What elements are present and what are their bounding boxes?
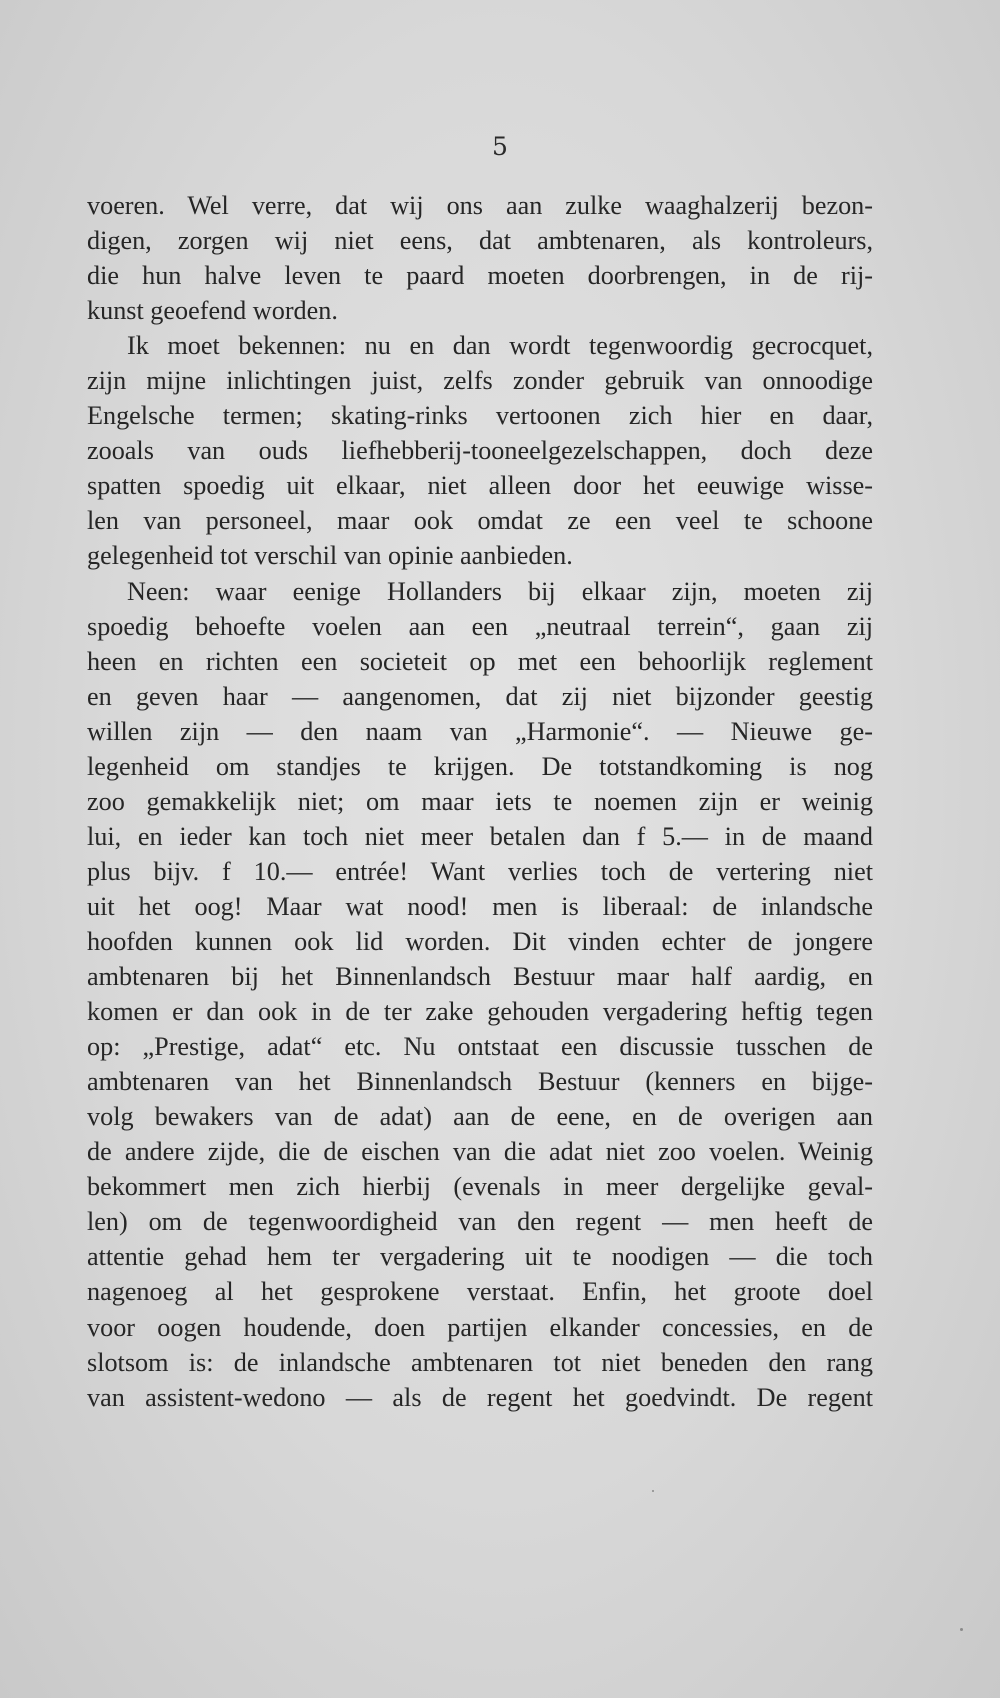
text-line: en geven haar — aangenomen, dat zij niet bijzonder geestig <box>87 681 873 711</box>
text-line: uit het oog! Maar wat nood! men is liberaal: de inlandsche <box>87 891 873 921</box>
text-line: willen zijn — den naam van „Harmonie“. — Nieuwe ge- <box>87 716 873 746</box>
text-line: zijn mijne inlichtingen juist, zelfs zonder gebruik van onnoodige <box>87 366 873 396</box>
text-line: nagenoeg al het gesprokene verstaat. Enfin, het groote doel <box>87 1277 873 1307</box>
page-text <box>87 188 873 1415</box>
text-line: Engelsche termen; skating-rinks vertoonen zich hier en daar, <box>87 401 873 431</box>
text-line: Neen: waar eenige Hollanders bij elkaar zijn, moeten zij <box>127 576 873 606</box>
text-line: plus bijv. f 10.— entrée! Want verlies toch de vertering niet <box>87 856 873 886</box>
text-line: voor oogen houdende, doen partijen elkander concessies, en de <box>87 1312 873 1342</box>
text-line: lui, en ieder kan toch niet meer betalen dan f 5.— in de maand <box>87 821 873 851</box>
text-line: spatten spoedig uit elkaar, niet alleen door het eeuwige wisse- <box>87 471 873 501</box>
page-number: 5 <box>492 132 508 161</box>
text-line: hoofden kunnen ook lid worden. Dit vinden echter de jongere <box>87 926 873 956</box>
text-line: ambtenaren van het Binnenlandsch Bestuur (kenners en bijge- <box>87 1067 873 1097</box>
text-line: Ik moet bekennen: nu en dan wordt tegenwoordig gecrocquet, <box>127 331 873 361</box>
text-line: len) om de tegenwoordigheid van den regent — men heeft de <box>87 1207 873 1237</box>
text-line: bekommert men zich hierbij (evenals in meer dergelijke geval- <box>87 1172 873 1202</box>
text-line: volg bewakers van de adat) aan de eene, en de overigen aan <box>87 1102 873 1132</box>
text-line: heen en richten een societeit op met een behoorlijk reglement <box>87 646 873 676</box>
text-line: len van personeel, maar ook omdat ze een veel te schoone <box>87 506 873 536</box>
text-line: zoo gemakkelijk niet; om maar iets te noemen zijn er weinig <box>87 786 873 816</box>
text-line: die hun halve leven te paard moeten doorbrengen, in de rij- <box>87 261 873 291</box>
text-line: komen er dan ook in de ter zake gehouden vergadering heftig tegen <box>87 997 873 1027</box>
text-line: voeren. Wel verre, dat wij ons aan zulke waaghalzerij bezon- <box>87 191 873 220</box>
text-line: zooals van ouds liefhebberij-tooneelgezelschappen, doch deze <box>87 436 873 466</box>
text-line: kunst geoefend worden. <box>87 296 338 326</box>
text-line: digen, zorgen wij niet eens, dat ambtenaren, als kontroleurs, <box>87 226 873 256</box>
text-line: legenheid om standjes te krijgen. De totstandkoming is nog <box>87 751 873 781</box>
text-line: gelegenheid tot verschil van opinie aanbieden. <box>87 541 573 571</box>
text-line: op: „Prestige, adat“ etc. Nu ontstaat een discussie tusschen de <box>87 1032 873 1062</box>
text-line: de andere zijde, die de eischen van die adat niet zoo voelen. Weinig <box>87 1137 873 1167</box>
text-line: attentie gehad hem ter vergadering uit te noodigen — die toch <box>87 1242 873 1272</box>
text-line: van assistent-wedono — als de regent het goedvindt. De regent <box>87 1382 873 1412</box>
text-line: ambtenaren bij het Binnenlandsch Bestuur maar half aardig, en <box>87 962 873 992</box>
text-line: spoedig behoefte voelen aan een „neutraal terrein“, gaan zij <box>87 611 873 641</box>
text-line: slotsom is: de inlandsche ambtenaren tot niet beneden den rang <box>87 1347 873 1377</box>
paper-speck <box>960 1628 963 1631</box>
paper-speck <box>652 1490 654 1492</box>
